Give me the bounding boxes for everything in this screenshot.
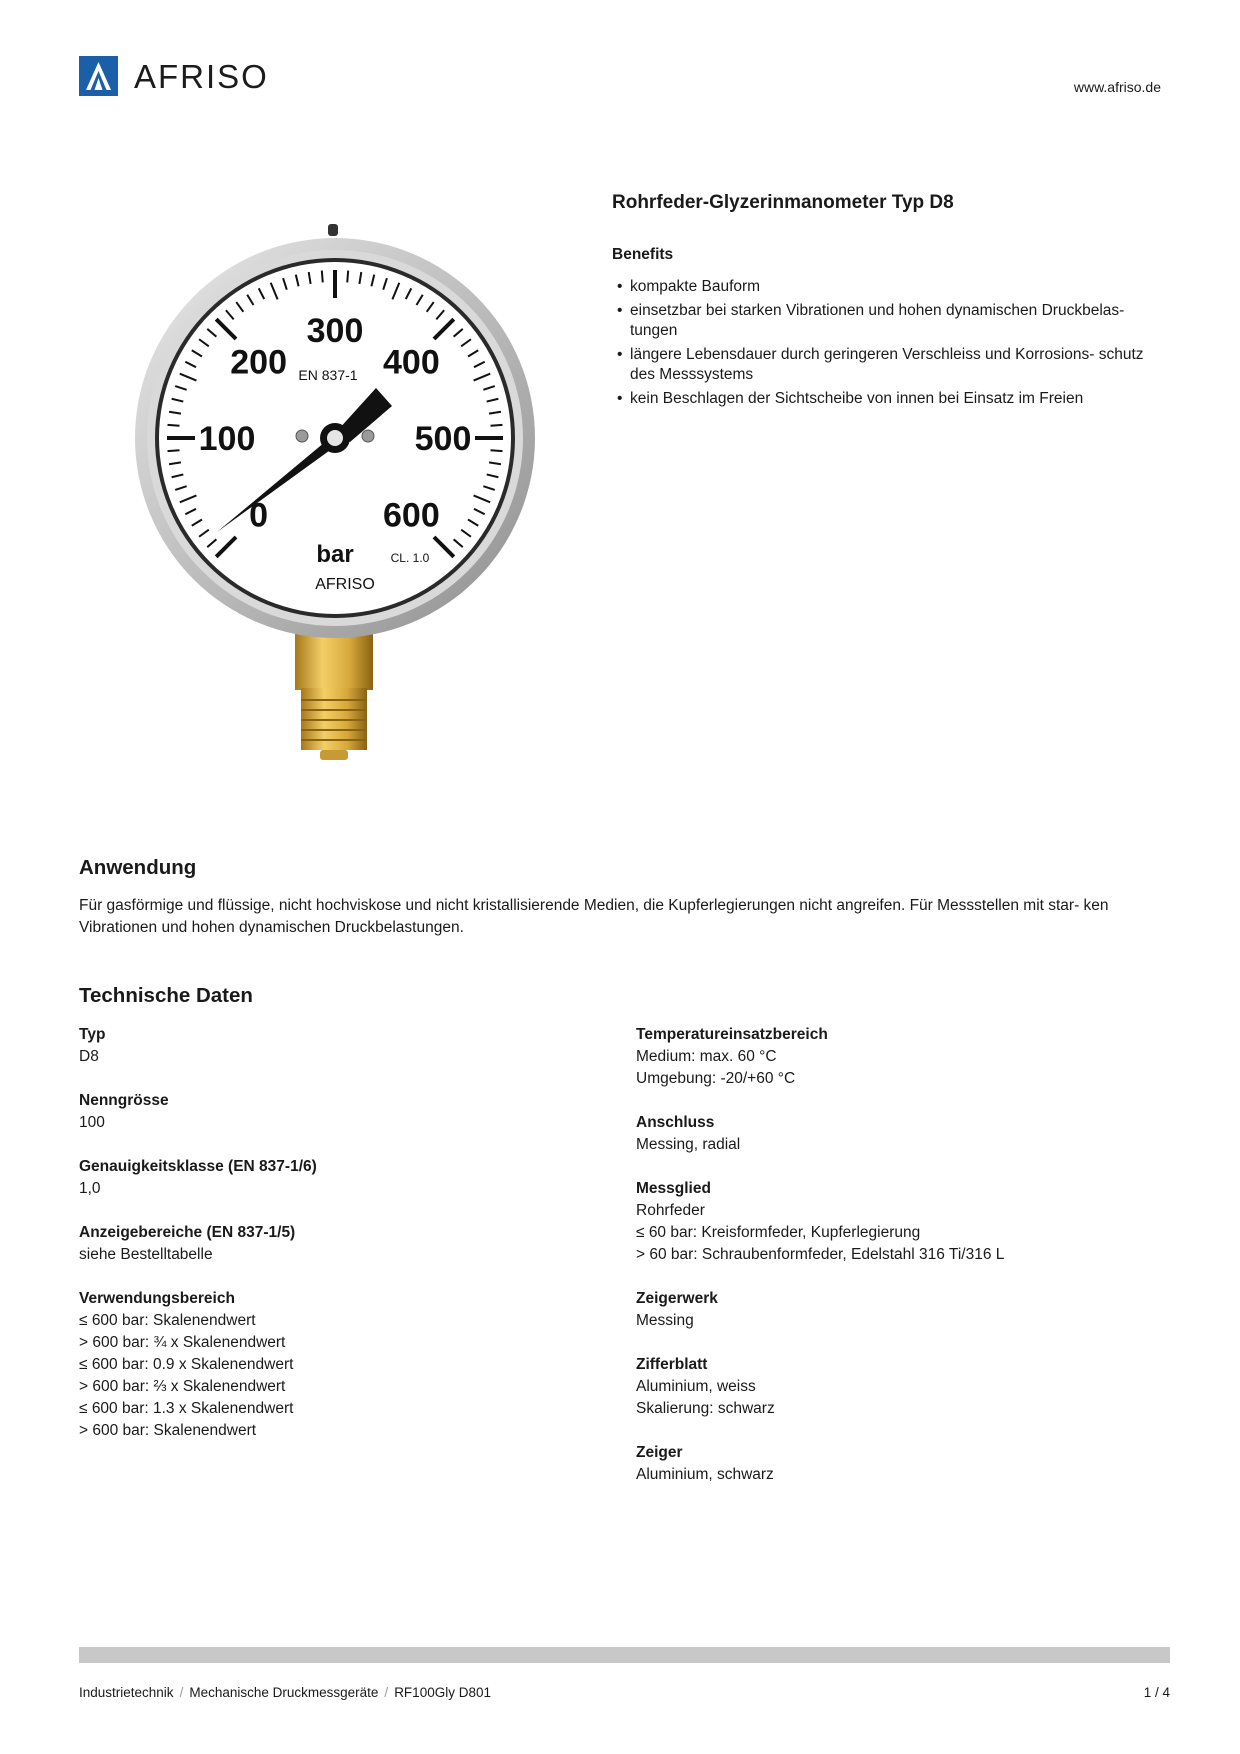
breadcrumb-separator: / [384, 1685, 389, 1700]
spec-value: Rohrfeder [636, 1202, 705, 1219]
brand-logo [79, 56, 269, 96]
benefits-list [612, 277, 1172, 413]
dial-scale-label: 500 [414, 420, 472, 458]
spec-label: Zeiger [636, 1444, 683, 1461]
page-number: 1 / 4 [1143, 1685, 1170, 1700]
spec-block [636, 1442, 1176, 1486]
product-title: Rohrfeder-Glyzerinmanometer Typ D8 [612, 192, 954, 213]
anwendung-heading: Anwendung [79, 856, 197, 879]
benefits-heading: Benefits [612, 246, 674, 263]
spec-value: 1,0 [79, 1180, 101, 1197]
spec-column-left [79, 1024, 579, 1464]
spec-value: 100 [79, 1114, 105, 1131]
spec-value: > 600 bar: ⅔ x Skalenendwert [79, 1378, 286, 1395]
breadcrumb [79, 1685, 491, 1700]
spec-label: Zeigerwerk [636, 1290, 718, 1307]
spec-value: Aluminium, weiss [636, 1378, 756, 1395]
spec-value: Aluminium, schwarz [636, 1466, 774, 1483]
dial-tick [491, 425, 503, 426]
spec-value: siehe Bestelltabelle [79, 1246, 213, 1263]
breadcrumb-item[interactable]: Industrietechnik [79, 1685, 174, 1700]
dial-unit: bar [316, 541, 354, 568]
dial-standard: EN 837-1 [298, 367, 358, 383]
spec-value: ≤ 600 bar: 0.9 x Skalenendwert [79, 1356, 294, 1373]
dial-tick [168, 450, 180, 451]
spec-block [79, 1090, 579, 1134]
dial-tick [347, 271, 348, 283]
dial-scale-label: 300 [306, 312, 364, 350]
spec-value: Skalierung: schwarz [636, 1400, 775, 1417]
dial-scale-label: 400 [383, 343, 440, 382]
spec-block [636, 1354, 1176, 1420]
spec-label: Typ [79, 1026, 106, 1043]
spec-block [79, 1288, 579, 1442]
spec-column-right [636, 1024, 1176, 1508]
spec-label: Anschluss [636, 1114, 715, 1131]
spec-value: Messing, radial [636, 1136, 741, 1153]
dial-scale-label: 600 [383, 496, 440, 535]
benefit-item: • einsetzbar bei starken Vibrationen und hohen dynamischen Druckbelas- tungen [612, 301, 1172, 341]
spec-block [636, 1112, 1176, 1156]
spec-label: Temperatureinsatzbereich [636, 1026, 828, 1043]
spec-label: Genauigkeitsklasse (EN 837-1/6) [79, 1158, 317, 1175]
spec-value: ≤ 60 bar: Kreisformfeder, Kupferlegierung [636, 1224, 921, 1241]
dial-class: CL. 1.0 [390, 551, 430, 565]
benefit-item: • kompakte Bauform [612, 277, 1172, 297]
spec-block [79, 1024, 579, 1068]
dial-scale-label: 0 [249, 496, 269, 535]
dial-tick [491, 450, 503, 451]
spec-value: > 600 bar: Skalenendwert [79, 1422, 257, 1439]
spec-value: > 600 bar: ¾ x Skalenendwert [79, 1334, 286, 1351]
spec-value: > 60 bar: Schraubenformfeder, Edelstahl 316 Ti/316 L [636, 1246, 1005, 1263]
spec-label: Verwendungsbereich [79, 1290, 235, 1307]
benefit-item: • kein Beschlagen der Sichtscheibe von innen bei Einsatz im Freien [612, 389, 1172, 409]
website-link[interactable]: www.afriso.de [1073, 79, 1161, 95]
dial-tick [322, 271, 323, 283]
anwendung-text: Für gasförmige und flüssige, nicht hochviskose und nicht kristallisierende Medien, die Kupferlegierungen nicht angreifen. Für Messstellen mit star- ken Vibrationen und hohen dynamischen Druckbelastungen. [79, 897, 1109, 936]
dial-tick [168, 425, 180, 426]
afriso-logo-mark-icon [79, 56, 118, 96]
spec-block [79, 1222, 579, 1266]
spec-block [636, 1024, 1176, 1090]
spec-value: Umgebung: -20/+60 °C [636, 1070, 796, 1087]
spec-block [636, 1178, 1176, 1266]
spec-value: ≤ 600 bar: 1.3 x Skalenendwert [79, 1400, 294, 1417]
spec-value: Medium: max. 60 °C [636, 1048, 777, 1065]
pressure-gauge-image [120, 210, 550, 770]
spec-label: Zifferblatt [636, 1356, 708, 1373]
spec-label: Nenngrösse [79, 1092, 169, 1109]
breadcrumb-separator: / [179, 1685, 184, 1700]
spec-value: Messing [636, 1312, 694, 1329]
breadcrumb-item[interactable]: Mechanische Druckmessgeräte [189, 1685, 379, 1700]
spec-block [79, 1156, 579, 1200]
spec-label: Anzeigebereiche (EN 837-1/5) [79, 1224, 296, 1241]
technische-daten-heading: Technische Daten [79, 984, 253, 1007]
spec-block [636, 1288, 1176, 1332]
brand-name: AFRISO [134, 57, 269, 95]
dial-brand: AFRISO [315, 576, 375, 593]
breadcrumb-item[interactable]: RF100Gly D801 [394, 1685, 491, 1700]
spec-label: Messglied [636, 1180, 711, 1197]
spec-value: ≤ 600 bar: Skalenendwert [79, 1312, 256, 1329]
dial-scale-label: 100 [198, 420, 256, 458]
benefit-item: • längere Lebensdauer durch geringeren Verschleiss und Korrosions- schutz des Messsystems [612, 345, 1172, 385]
spec-value: D8 [79, 1048, 99, 1065]
dial-scale-label: 200 [230, 343, 287, 382]
footer-bar [79, 1647, 1170, 1663]
